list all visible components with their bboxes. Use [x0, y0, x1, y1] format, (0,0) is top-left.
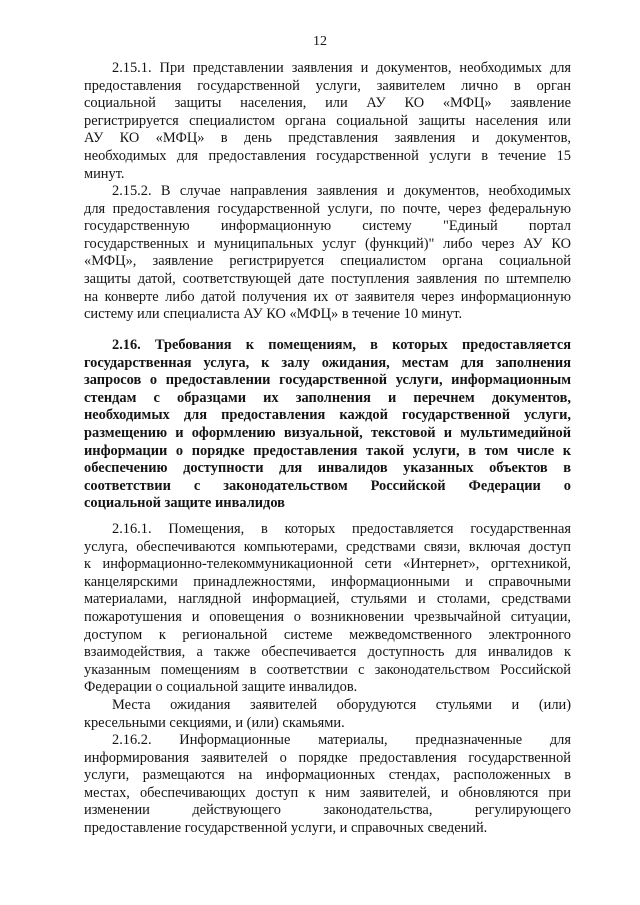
heading-line: информации о порядке предоставления такой услуги, в том числе к: [84, 442, 571, 459]
text-line: «МФЦ», заявление регистрируется специалистом органа социальной: [84, 253, 571, 270]
text-line: необходимых для предоставления государственной услуги в течение 15: [84, 147, 571, 164]
text-line: изменении действующего законодательства, регулирующего: [84, 802, 571, 819]
heading-line: социальной защите инвалидов: [84, 495, 285, 512]
text-line: 2.16.2. Информационные материалы, предназначенные для: [112, 732, 571, 748]
heading-line: обеспечению доступности для инвалидов указанных объектов в: [84, 460, 571, 477]
paragraph-2-15-1: [84, 60, 571, 183]
text-line: услуги, размещаются на информационных стендах, расположенных в: [84, 767, 571, 784]
text-line: предоставления государственной услуги, заявителем лично в орган: [84, 77, 571, 94]
heading-line: необходимых для предоставления каждой государственной услуги,: [84, 407, 571, 424]
text-line: государственную информационную систему "Единый портал: [84, 218, 571, 235]
text-line: социальной защиты населения, или АУ КО «МФЦ» заявление: [84, 95, 571, 112]
text-line: защиты датой, соответствующей дате поступления заявления по штемпелю: [84, 270, 571, 287]
text-line: информирования заявителей о порядке предоставления государственной: [84, 749, 571, 766]
text-line: к информационно-телекоммуникационной сети «Интернет», оргтехникой,: [84, 556, 571, 573]
heading-line: 2.16. Требования к помещениям, в которых предоставляется: [112, 337, 571, 353]
heading-line: государственная услуга, к залу ожидания, местам для заполнения: [84, 354, 571, 371]
text-line: государственных и муниципальных услуг (функций)" либо через АУ КО: [84, 235, 571, 252]
text-line: систему или специалиста АУ КО «МФЦ» в течение 10 минут.: [84, 306, 463, 323]
text-line: пожаротушения и оповещения о возникновении чрезвычайной ситуации,: [84, 608, 571, 625]
paragraph-2-16-1: [84, 521, 571, 697]
text-line: Места ожидания заявителей оборудуются стульями и (или): [112, 697, 571, 713]
text-line: на конверте либо датой получения их от заявителя через информационную: [84, 288, 571, 305]
text-line: для предоставления государственной услуги, по почте, через федеральную: [84, 200, 571, 217]
heading-line: размещению и оформлению визуальной, текстовой и мультимедийной: [84, 424, 571, 441]
text-line: 2.15.2. В случае направления заявления и документов, необходимых: [112, 183, 571, 199]
text-line: 2.15.1. При представлении заявления и документов, необходимых для: [112, 60, 571, 76]
text-line: минут.: [84, 165, 125, 182]
text-line: доступом к региональной системе межведомственного электронного: [84, 626, 571, 643]
text-line: кресельными секциями, и (или) скамьями.: [84, 714, 345, 731]
heading-line: запросов о предоставлении государственной услуги, информационным: [84, 372, 571, 389]
paragraph-waiting-places: [84, 697, 571, 732]
text-line: регистрируется специалистом органа социальной защиты населения или: [84, 112, 571, 129]
text-line: АУ КО «МФЦ» в день представления заявления и документов,: [84, 130, 571, 147]
text-line: взаимодействия, а также обеспечивается доступность для инвалидов к: [84, 644, 571, 661]
heading-line: соответствии с законодательством Российской Федерации о: [84, 477, 571, 494]
text-line: канцелярскими принадлежностями, информационными и справочными: [84, 573, 571, 590]
paragraph-2-15-2: [84, 183, 571, 324]
section-heading-2-16: [84, 337, 571, 513]
text-line: материалами, наглядной информацией, стульями и столами, средствами: [84, 591, 571, 608]
text-line: 2.16.1. Помещения, в которых предоставляется государственная: [112, 521, 571, 537]
text-line: услуга, обеспечиваются компьютерами, средствами связи, включая доступ: [84, 538, 571, 555]
page-number: 12: [313, 34, 327, 49]
text-line: Федерации о социальной защите инвалидов.: [84, 679, 358, 696]
paragraph-2-16-2: [84, 732, 571, 838]
heading-line: стендам с образцами их заполнения и перечнем документов,: [84, 389, 571, 406]
text-line: местах, обеспечивающих доступ к ним заявителей, и обновляются при: [84, 784, 571, 801]
text-line: указанным помещениям в соответствии с законодательством Российской: [84, 661, 571, 678]
text-line: предоставление государственной услуги, и справочных сведений.: [84, 819, 488, 836]
